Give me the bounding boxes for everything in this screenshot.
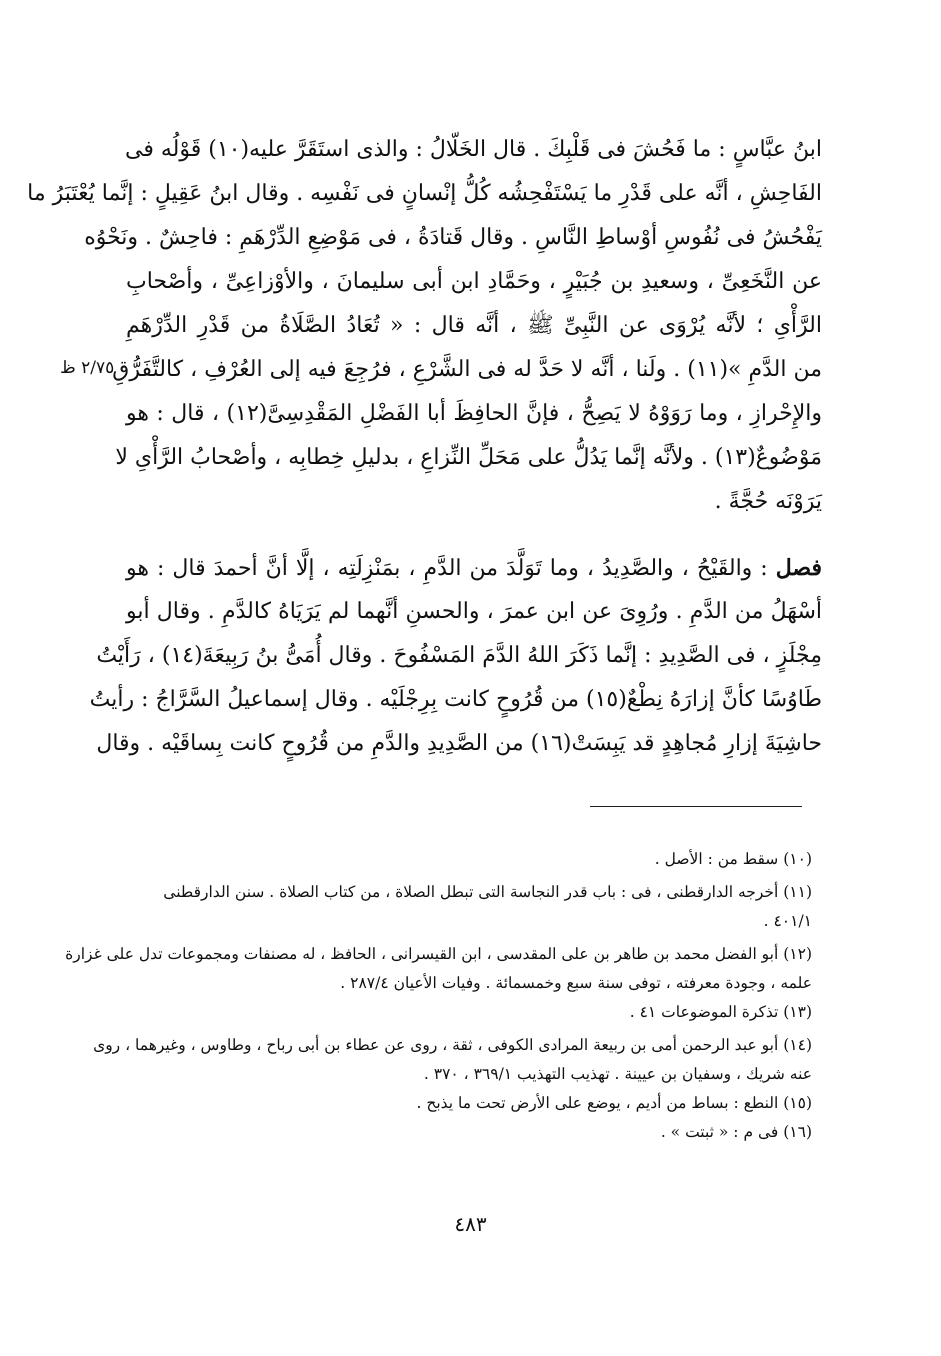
text-line: من الدَّمِ »(١١) . ولَنا ، أنَّه لا حَدَّ له فى الشَّرْعِ ، فرُجِعَ فيه إلى العُرْفِ ، كالتَّفَرُّقِ (112, 357, 822, 382)
footnote-14: (١٤) أبو عبد الرحمن أمى بن ربيعة المرادى الكوفى ، ثقة ، روى عن عطاء بن أبى رباح ، وطاوس ، وغيرهما ، روى (93, 1036, 812, 1054)
paragraph-2 (89, 546, 822, 766)
margin-folio-reference: ٢/٧٥ ظ (60, 358, 115, 378)
footnote-14-cont: عنه شريك ، وسفيان بن عيينة . تهذيب التهذيب ٣٦٩/١ ، ٣٧٠ . (423, 1065, 812, 1083)
footnote-12: (١٢) أبو الفضل محمد بن طاهر بن على المقدسى ، ابن القيسرانى ، الحافظ ، له مصنفات ومجموعات تدل على غزارة (65, 945, 812, 963)
text-line: الفَاحِشِ ، أنَّه على قَدْرِ ما يَسْتَفْحِشُه كُلُّ إنْسانٍ فى نَفْسِه . وقال ابنُ عَقِيلٍ : إنَّما يُعْتَبَرُ ما (27, 181, 822, 206)
footnote-11-cont: ٤٠١/١ . (763, 912, 812, 930)
text-line: حاشِيَةَ إزارِ مُجاهِدٍ قد يَبِسَتْ(١٦) من الصَّدِيدِ والدَّمِ من قُرُوحٍ كانت بِساقَيْه . وقال (96, 731, 822, 756)
page-number: ٤٨٣ (454, 1212, 487, 1236)
footnote-16: (١٦) فى م : « ثبتت » . (660, 1123, 812, 1141)
text-line: طَاوُسًا كأنَّ إزارَهُ نِطْعٌ(١٥) من قُرُوحٍ كانت بِرِجْلَيْه . وقال إسماعيلُ السَّرَّاجُ : رأيتُ (89, 687, 822, 712)
text-line: أسْهَلُ من الدَّمِ . ورُوِىَ عن ابن عمرَ ، والحسنِ أنَّهما لم يَرَيَاهُ كالدَّمِ . وقال أبو (126, 599, 822, 624)
text-line: ابنُ عبَّاسٍ : ما فَحُشَ فى قَلْبِكَ . قال الخَلّالُ : والذى استَقَرَّ عليه(١٠) قَوْلُه فى (125, 137, 822, 162)
footnote-15: (١٥) النطع : بساط من أديم ، يوضع على الأرض تحت ما يذبح . (416, 1094, 812, 1112)
text-line: مِجْلَزٍ ، فى الصَّدِيدِ : إنَّما ذَكَرَ اللهُ الدَّمَ المَسْفُوحَ . وقال أُمَىُّ بنُ رَبِيعَةَ(١٤) ، رَأَيْتُ (96, 643, 822, 668)
text-line: مَوْضُوعٌ(١٣) . ولأنَّه إنَّما يَدُلُّ على مَحَلِّ النِّزاعِ ، بدليلِ خِطابِه ، وأصْحابُ الرَّأْىِ لا (115, 445, 822, 470)
text-line (126, 546, 822, 590)
text-line: يَرَوْنَه حُجَّةً . (714, 489, 822, 514)
text-line: عن النَّخَعِىِّ ، وسعيدِ بن جُبَيْرٍ ، وحَمَّادِ ابن أبى سليمانَ ، والأوْزاعِىِّ ، وأصْحابِ (126, 269, 822, 294)
text-line: والإِحْرازِ ، وما رَوَوْهُ لا يَصِحُّ ، فإنَّ الحافِظَ أبا الفَضْلِ المَقْدِسِىَّ(١٢) ، قال : هو (126, 401, 822, 426)
text-run: : والقَيْحُ ، والصَّدِيدُ ، وما تَوَلَّدَ من الدَّمِ ، بمَنْزِلَتِه ، إلَّا أنَّ أحمدَ قال : هو (126, 556, 776, 581)
footnote-12-cont: علمه ، وجودة معرفته ، توفى سنة سبع وخمسمائة . وفيات الأعيان ٢٨٧/٤ . (340, 974, 812, 992)
footnote-13: (١٣) تذكرة الموضوعات ٤١ . (629, 1003, 812, 1021)
section-heading-fasl: فصل (775, 555, 822, 581)
footnote-separator (590, 806, 802, 807)
footnotes (65, 845, 812, 1147)
footnote-10: (١٠) سقط من : الأصل . (654, 850, 812, 868)
text-line: يَفْحُشُ فى نُفُوسِ أوْساطِ النَّاسِ . وقال قَتادَةُ ، فى مَوْضِعِ الدِّرْهَمِ : فاحِشٌ . ونَحْوُه (84, 225, 822, 250)
text-line: الرَّأْىِ ؛ لأنَّه يُرْوَى عن النَّبِىِّ ﷺ ، أنَّه قال : « تُعَادُ الصَّلَاةُ من قَدْرِ الدِّرْهَمِ (126, 313, 822, 338)
footnote-11: (١١) أخرجه الدارقطنى ، فى : باب قدر النجاسة التى تبطل الصلاة ، من كتاب الصلاة . سنن الدارقطنى (163, 883, 812, 901)
